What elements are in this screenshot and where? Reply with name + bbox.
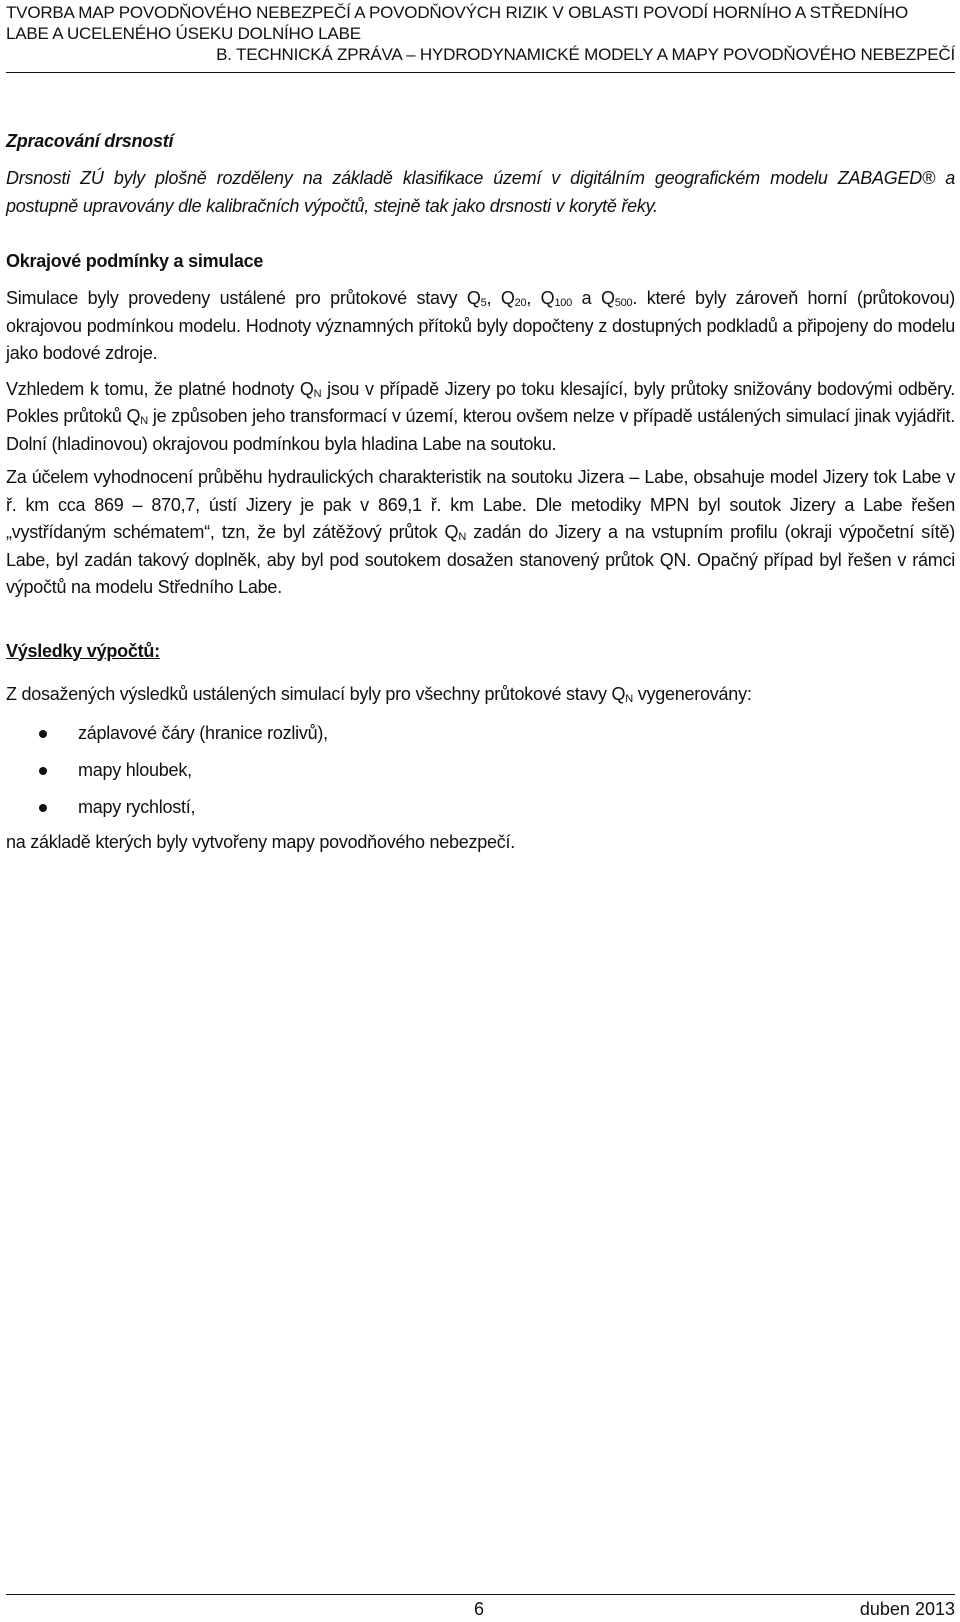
paragraph-simulations: Simulace byly provedeny ustálené pro průtokové stavy $Q_5$, $Q_{20}$, $Q_{100}$ a $Q_{500}$. které byly zároveň horní (průtokovou) okrajovou podmínkou modelu. Hodnoty významných přítoků byly dopočteny z dostupných podkladů a připojeny do modelu jako bodové zdroje. [6, 288, 955, 363]
page-number: 6 [474, 1599, 485, 1619]
header-title-line-1: TVORBA MAP POVODŇOVÉHO NEBEZPEČÍ A POVODŇOVÝCH RIZIK V OBLASTI POVODÍ HORNÍHO A STŘEDNÍHO [6, 3, 908, 22]
paragraph-jizera-flows: Vzhledem k tomu, že platné hodnoty $Q_N$ jsou v případě Jizery po toku klesající, byly průtoky snižovány bodovými odběry. Pokles průtoků $Q_N$ je způsoben jeho transformací v území, kterou ovšem nelze v případě ustálených simulací jinak vyjádřit. Dolní (hladinovou) okrajovou podmínkou byla hladina Labe na soutoku. [6, 378, 955, 454]
list-item: mapy hloubek, [6, 757, 955, 784]
document-footer [6, 1597, 955, 1621]
paragraph-confluence: Za účelem vyhodnocení průběhu hydraulických charakteristik na soutoku Jizera – Labe, obsahuje model Jizery tok Labe v ř. km cca 869 – 870,7, ústí Jizery je pak v 869,1 ř. km Labe. Dle metodiky MPN byl soutok Jizery a Labe řešen „vystřídaným schématem“, tzn, že byl zátěžový průtok $Q_N$ zadán do Jizery a na vstupním profilu (okraji výpočetní sítě) Labe, byl zadán takový doplněk, aby byl pod soutokem dosažen stanovený průtok QN. Opačný případ byl řešen v rámci výpočtů na modelu Středního Labe. [6, 467, 955, 597]
bullet-icon [39, 730, 47, 738]
section-heading-boundary-conditions: Okrajové podmínky a simulace [6, 251, 264, 271]
header-divider [6, 72, 955, 73]
list-item: záplavové čáry (hranice rozlivů), [6, 720, 955, 747]
document-body [6, 128, 955, 857]
footer-divider [6, 1594, 955, 1595]
section-heading-results: Výsledky výpočtů: [6, 640, 160, 661]
section-heading-roughness: Zpracování drsností [6, 131, 174, 151]
paragraph-roughness: Drsnosti ZÚ byly plošně rozděleny na základě klasifikace území v digitálním geografickém modelu ZABAGED® a postupně upravovány dle kalibračních výpočtů, stejně tak jako drsnosti v korytě řeky. [6, 168, 955, 216]
bullet-icon [39, 767, 47, 775]
results-list [6, 720, 955, 821]
bullet-icon [39, 804, 47, 812]
document-header [6, 2, 955, 65]
header-title-line-2: LABE A UCELENÉHO ÚSEKU DOLNÍHO LABE [6, 24, 361, 43]
paragraph-closing: na základě kterých byly vytvořeny mapy povodňového nebezpečí. [6, 832, 516, 852]
paragraph-results-intro: Z dosažených výsledků ustálených simulací byly pro všechny průtokové stavy $Q_N$ vygenerovány: [6, 683, 752, 705]
footer-date: duben 2013 [859, 1599, 955, 1619]
list-item: mapy rychlostí, [6, 794, 955, 821]
header-subtitle: B. TECHNICKÁ ZPRÁVA – HYDRODYNAMICKÉ MODELY A MAPY POVODŇOVÉHO NEBEZPEČÍ [216, 45, 955, 64]
